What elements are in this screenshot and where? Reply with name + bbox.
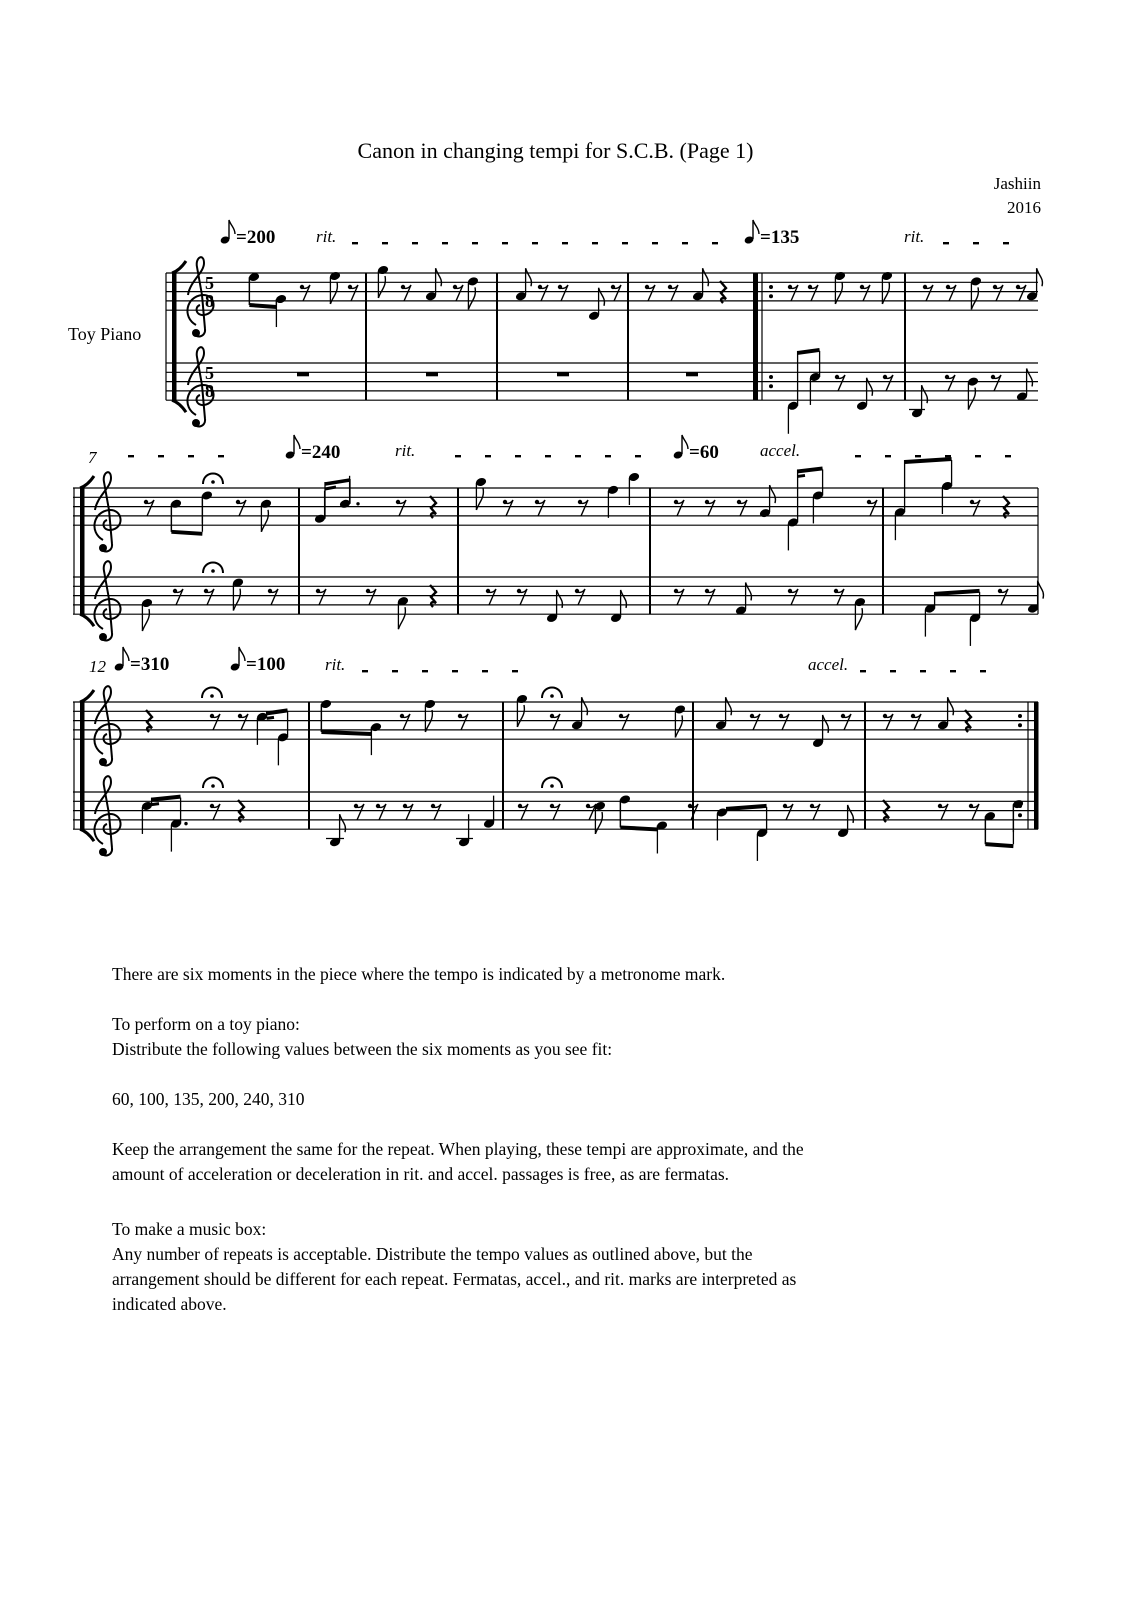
system-bracket: [80, 702, 85, 829]
note-flag: [703, 268, 709, 286]
tempo-mark-310: =310: [130, 654, 170, 675]
eighth-rest: [860, 285, 870, 301]
tempo-values: 60, 100, 135, 200, 240, 310: [112, 1089, 305, 1109]
note-flag: [1037, 268, 1043, 286]
note-flag: [726, 697, 732, 715]
repeat-dot: [769, 384, 773, 388]
bracket-hook: [80, 476, 94, 488]
note-flag: [1027, 368, 1033, 386]
bracket-hook: [80, 614, 94, 626]
note-flag: [582, 697, 588, 715]
beam: [798, 468, 823, 471]
note-flag: [595, 812, 602, 834]
eighth-rest: [841, 714, 851, 730]
fermata: [542, 778, 562, 789]
eighth-rest: [945, 375, 955, 391]
tempo-mark-135: =135: [760, 227, 800, 248]
note-flag: [599, 288, 605, 306]
whole-rest: [426, 372, 438, 376]
eighth-rest: [518, 804, 528, 820]
dash-line: [1005, 455, 1011, 457]
eighth-rest: [173, 589, 183, 605]
fermata: [203, 778, 223, 789]
beam: [985, 844, 1013, 846]
dash-line: [915, 455, 921, 457]
note-flag: [468, 287, 475, 309]
toy-piano-heading: To perform on a toy piano:: [112, 1014, 300, 1034]
dash-line: [485, 455, 491, 457]
system-bracket: [80, 488, 85, 614]
time-signature-top-denominator: 8: [205, 291, 214, 311]
beam: [798, 350, 820, 353]
dash-line: [945, 455, 951, 457]
repeat-barline-thick: [753, 273, 758, 400]
eighth-rest: [586, 804, 596, 820]
dash-line: [622, 242, 628, 244]
eighth-rest: [788, 285, 798, 301]
eighth-rest: [486, 589, 496, 605]
eighth-note-icon: [744, 220, 759, 245]
dash-line: [885, 455, 891, 457]
repeat-text-line-1: Keep the arrangement the same for the repeat. When playing, these tempi are approximate, and the: [112, 1139, 804, 1159]
eighth-rest: [737, 500, 747, 516]
intro-paragraph: There are six moments in the piece where the tempo is indicated by a metronome mark.: [112, 964, 726, 984]
eighth-rest: [993, 285, 1003, 301]
eighth-rest: [503, 500, 513, 516]
dash-line: [950, 670, 956, 672]
rit-marking: rit.: [325, 655, 346, 674]
eighth-rest: [431, 804, 441, 820]
whole-rest: [297, 372, 309, 376]
eighth-rest: [453, 285, 463, 301]
dash-line: [973, 242, 979, 244]
eighth-rest: [808, 285, 818, 301]
note-flag: [233, 589, 240, 611]
eighth-rest: [535, 500, 545, 516]
note-flag: [517, 705, 524, 727]
dash-line: [412, 242, 418, 244]
beam: [325, 487, 336, 489]
eighth-rest: [705, 500, 715, 516]
treble-clef-icon: [94, 686, 120, 766]
note-flag: [398, 607, 405, 629]
note-flag: [948, 697, 954, 715]
eighth-rest: [645, 285, 655, 301]
dash-line: [482, 670, 488, 672]
eighth-rest: [354, 804, 364, 820]
beam: [935, 591, 980, 594]
eighth-rest: [674, 500, 684, 516]
music-box-text-line-3: indicated above.: [112, 1294, 227, 1314]
time-signature-bottom-denominator: 8: [205, 381, 214, 401]
eighth-note-icon: [230, 647, 245, 672]
eighth-rest: [970, 500, 980, 516]
eighth-rest: [810, 804, 820, 820]
eighth-rest: [911, 714, 921, 730]
dot: [184, 822, 187, 825]
dash-line: [1003, 242, 1009, 244]
eighth-note-icon: [285, 435, 300, 460]
toy-piano-text: Distribute the following values between the six moments as you see fit:: [112, 1039, 613, 1059]
dash-line: [382, 242, 388, 244]
beam: [620, 827, 657, 829]
tempo-mark-60: =60: [689, 442, 719, 463]
dash-line: [442, 242, 448, 244]
eighth-rest: [403, 804, 413, 820]
eighth-rest: [144, 500, 154, 516]
eighth-rest: [550, 714, 560, 730]
measure-number-12: 12: [89, 657, 106, 676]
eighth-rest: [619, 714, 629, 730]
dash-line: [545, 455, 551, 457]
beam: [152, 804, 159, 805]
eighth-rest: [946, 285, 956, 301]
eighth-rest: [668, 285, 678, 301]
eighth-rest: [779, 714, 789, 730]
dash-line: [422, 670, 428, 672]
time-signature-top-numerator: 5: [205, 273, 214, 293]
dash-line: [218, 455, 224, 457]
eighth-rest: [316, 589, 326, 605]
note-flag: [526, 268, 532, 286]
eighth-rest: [400, 714, 410, 730]
dash-line: [352, 242, 358, 244]
note-flag: [142, 609, 149, 631]
repeat-text-line-2: amount of acceleration or deceleration in rit. and accel. passages is free, as are fermatas.: [112, 1164, 730, 1184]
tempo-mark-240: =240: [301, 442, 341, 463]
dash-line: [682, 242, 688, 244]
eighth-rest: [366, 589, 376, 605]
dash-line: [188, 455, 194, 457]
dot: [356, 502, 359, 505]
bracket-hook: [172, 261, 186, 273]
beam: [152, 797, 181, 800]
eighth-rest: [834, 589, 844, 605]
eighth-rest: [923, 285, 933, 301]
eighth-rest: [401, 285, 411, 301]
bracket-hook: [80, 829, 94, 841]
beam: [905, 459, 952, 462]
treble-clef-icon: [94, 776, 120, 856]
eighth-rest: [268, 589, 278, 605]
eighth-rest: [938, 804, 948, 820]
dash-line: [635, 455, 641, 457]
dash-line: [512, 670, 518, 672]
dash-line: [712, 242, 718, 244]
time-signature-bottom-numerator: 5: [205, 363, 214, 383]
eighth-rest: [550, 804, 560, 820]
eighth-rest: [969, 804, 979, 820]
eighth-rest: [578, 500, 588, 516]
note-flag: [971, 287, 978, 309]
repeat-dot: [1018, 714, 1022, 718]
music-box-heading: To make a music box:: [112, 1219, 267, 1239]
eighth-rest: [611, 285, 621, 301]
final-barline-thick: [1034, 702, 1039, 829]
accel-marking: accel.: [760, 441, 801, 460]
music-box-text-line-2: arrangement should be different for each repeat. Fermatas, accel., and rit. marks are interpreted as: [112, 1269, 797, 1289]
dash-line: [158, 455, 164, 457]
eighth-rest: [458, 714, 468, 730]
note-flag: [261, 510, 268, 532]
eighth-rest: [998, 589, 1008, 605]
note-flag: [675, 715, 682, 737]
note-flag: [746, 582, 752, 600]
measure-number-7: 7: [88, 448, 97, 467]
eighth-rest: [236, 500, 246, 516]
dash-line: [502, 242, 508, 244]
music-box-text-line-1: Any number of repeats is acceptable. Distribute the tempo values as outlined above, but the: [112, 1244, 753, 1264]
note-flag: [436, 268, 442, 286]
rit-marking: rit.: [904, 227, 925, 246]
fermata: [542, 688, 562, 699]
dash-line: [975, 455, 981, 457]
eighth-rest: [396, 500, 406, 516]
eighth-rest: [517, 589, 527, 605]
note-flag: [867, 378, 873, 396]
dash-line: [652, 242, 658, 244]
beam: [798, 475, 805, 476]
repeat-dot: [769, 375, 773, 379]
eighth-rest: [300, 285, 310, 301]
eighth-rest: [204, 589, 214, 605]
eighth-rest: [674, 589, 684, 605]
composition-year: 2016: [1007, 198, 1041, 217]
eighth-rest: [750, 714, 760, 730]
treble-clef-icon: [94, 472, 120, 552]
page-title: Canon in changing tempi for S.C.B. (Page 1): [357, 138, 754, 163]
whole-rest: [557, 372, 569, 376]
dash-line: [452, 670, 458, 672]
repeat-dot: [1018, 723, 1022, 727]
beam: [249, 305, 276, 307]
eighth-rest: [1016, 285, 1026, 301]
beam: [325, 480, 350, 484]
dash-line: [532, 242, 538, 244]
eighth-rest: [788, 589, 798, 605]
dash-line: [855, 455, 861, 457]
dash-line: [392, 670, 398, 672]
fermata: [203, 563, 223, 574]
eighth-rest: [705, 589, 715, 605]
treble-clef-icon: [94, 561, 120, 641]
dash-line: [920, 670, 926, 672]
repeat-dot: [769, 285, 773, 289]
bracket-hook: [80, 690, 94, 702]
tempo-mark-200: =200: [236, 227, 276, 248]
eighth-rest: [883, 375, 893, 391]
system-bracket: [172, 273, 177, 400]
whole-rest: [686, 372, 698, 376]
dash-line: [562, 242, 568, 244]
note-flag: [378, 276, 385, 298]
eighth-rest: [376, 804, 386, 820]
bracket-hook: [172, 400, 186, 412]
eighth-rest: [348, 285, 358, 301]
beam: [267, 717, 274, 718]
eighth-rest: [867, 500, 877, 516]
composer-name: Jashiin: [993, 174, 1041, 193]
eighth-rest: [991, 375, 1001, 391]
fermata: [203, 474, 223, 485]
beam: [727, 806, 767, 809]
beam: [171, 532, 202, 534]
dash-line: [605, 455, 611, 457]
eighth-note-icon: [673, 435, 688, 460]
dash-line: [980, 670, 986, 672]
dash-line: [455, 455, 461, 457]
eighth-rest: [783, 804, 793, 820]
repeat-dot: [1018, 813, 1022, 817]
eighth-rest: [238, 714, 248, 730]
dash-line: [575, 455, 581, 457]
note-flag: [855, 608, 862, 630]
eighth-note-icon: [220, 220, 235, 245]
dash-line: [515, 455, 521, 457]
rit-marking: rit.: [395, 441, 416, 460]
dash-line: [943, 242, 949, 244]
beam: [321, 732, 371, 734]
eighth-rest: [538, 285, 548, 301]
eighth-rest: [210, 804, 220, 820]
dash-line: [592, 242, 598, 244]
dash-line: [472, 242, 478, 244]
fermata: [202, 688, 222, 699]
dash-line: [860, 670, 866, 672]
instrument-label: Toy Piano: [68, 324, 142, 344]
rit-marking: rit.: [316, 227, 337, 246]
tempo-mark-100: =100: [246, 654, 286, 675]
accel-marking: accel.: [808, 655, 849, 674]
eighth-rest: [835, 375, 845, 391]
dash-line: [362, 670, 368, 672]
repeat-dot: [769, 294, 773, 298]
eighth-rest: [558, 285, 568, 301]
eighth-note-icon: [114, 647, 129, 672]
dash-line: [890, 670, 896, 672]
eighth-rest: [883, 714, 893, 730]
eighth-rest: [575, 589, 585, 605]
eighth-rest: [210, 714, 220, 730]
dash-line: [128, 455, 134, 457]
